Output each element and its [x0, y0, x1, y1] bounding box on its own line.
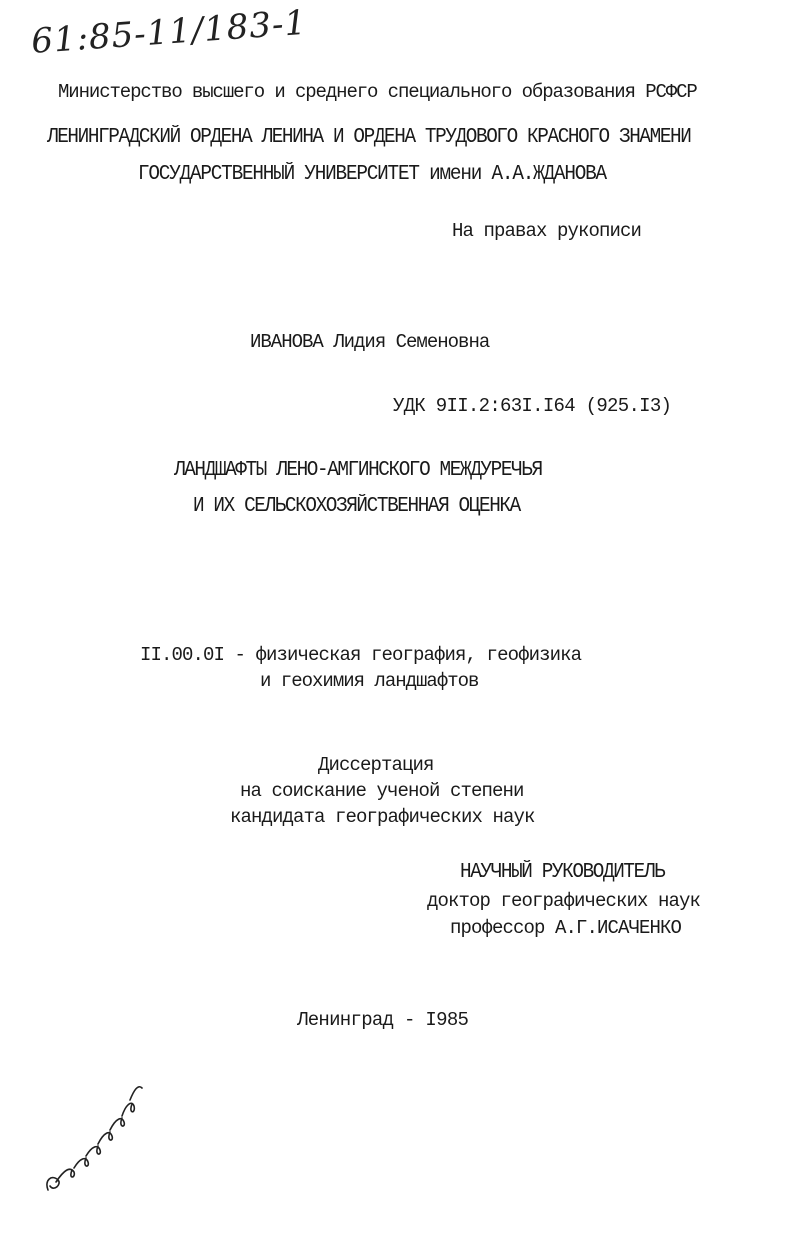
archive-mark: 61:85-11/183-1: [30, 2, 309, 62]
dissertation-label: Диссертация: [318, 754, 434, 776]
place-and-year: Ленинград - I985: [297, 1009, 469, 1031]
specialty-line2: и геохимия ландшафтов: [260, 670, 479, 692]
thesis-title-line1: ЛАНДШАФТЫ ЛЕНО-АМГИНСКОГО МЕЖДУРЕЧЬЯ: [174, 459, 542, 482]
university-name-line2: ГОСУДАРСТВЕННЫЙ УНИВЕРСИТЕТ имени А.А.ЖДАНОВА: [138, 163, 606, 186]
ministry-line: Министерство высшего и среднего специального образования РСФСР: [58, 81, 697, 103]
author-name: ИВАНОВА Лидия Семеновна: [250, 331, 490, 353]
udk-code: УДК 9II.2:63I.I64 (925.I3): [393, 395, 672, 417]
supervisor-name: профессор А.Г.ИСАЧЕНКО: [450, 917, 682, 939]
specialty-line1: II.00.0I - физическая география, геофизика: [140, 644, 582, 666]
supervisor-degree: доктор географических наук: [427, 890, 701, 912]
degree-name: кандидата географических наук: [230, 806, 535, 828]
handwritten-signature: [30, 1070, 160, 1200]
manuscript-note: На правах рукописи: [452, 220, 642, 242]
degree-purpose: на соискание ученой степени: [240, 780, 524, 802]
university-name-line1: ЛЕНИНГРАДСКИЙ ОРДЕНА ЛЕНИНА И ОРДЕНА ТРУДОВОГО КРАСНОГО ЗНАМЕНИ: [47, 126, 691, 149]
signature-drawing: [30, 1070, 160, 1200]
supervisor-label: НАУЧНЫЙ РУКОВОДИТЕЛЬ: [460, 861, 665, 884]
thesis-title-line2: И ИХ СЕЛЬСКОХОЗЯЙСТВЕННАЯ ОЦЕНКА: [193, 495, 520, 518]
